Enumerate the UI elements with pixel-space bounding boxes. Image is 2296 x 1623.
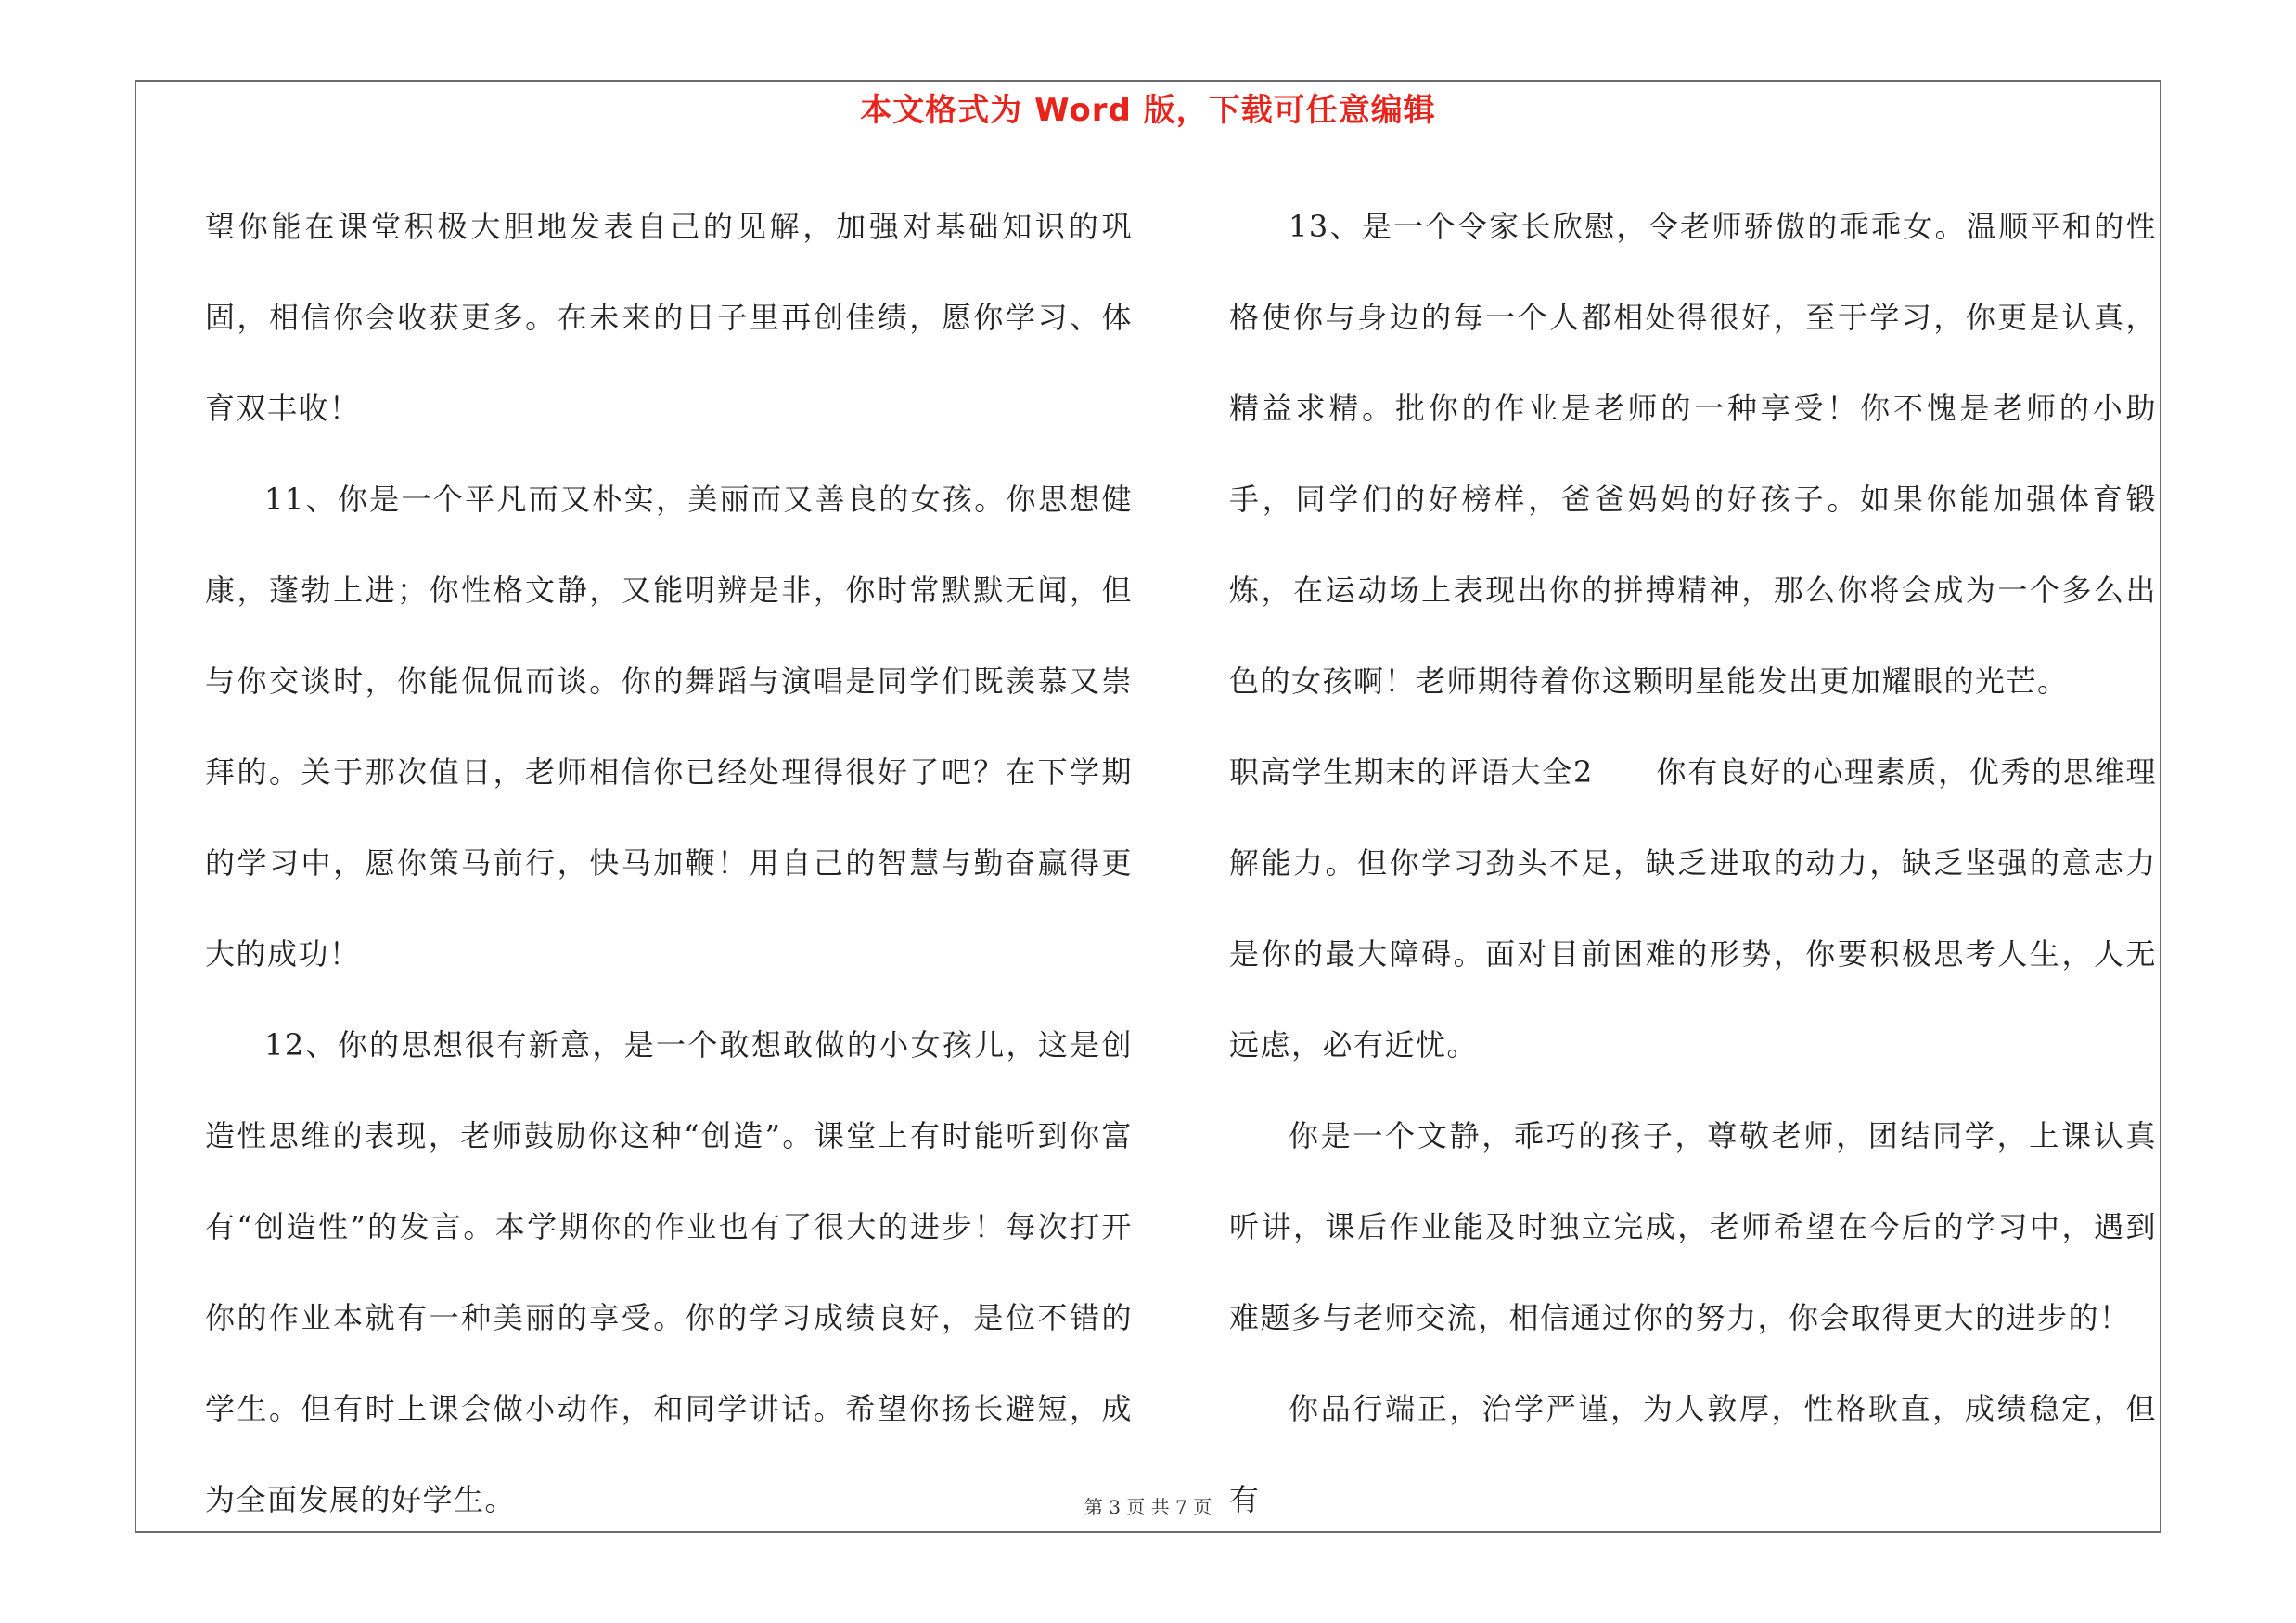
format-banner: 本文格式为 Word 版，下载可任意编辑 (860, 92, 1436, 129)
left-paragraph-2: 11、你是一个平凡而又朴实，美丽而又善良的女孩。你思想健康，蓬勃上进；你性格文静，又能明辨是非，你时常默默无闻，但与你交谈时，你能侃侃而谈。你的舞蹈与演唱是同学们既羡慕又崇拜的。关于那次值日，老师相信你已经处理得很好了吧？在下学期的学习中，愿你策马前行，快马加鞭！用自己的智慧与勤奋赢得更大的成功！ (205, 482, 1133, 972)
left-paragraph-1: 望你能在课堂积极大胆地发表自己的见解，加强对基础知识的巩固，相信你会收获更多。在未来的日子里再创佳绩，愿你学习、体育双丰收！ (205, 209, 1133, 426)
right-paragraph-4: 你品行端正，治学严谨，为人敦厚，性格耿直，成绩稳定，但有 (1229, 1391, 2157, 1517)
right-paragraph-2: 职高学生期末的评语大全2 你有良好的心理素质，优秀的思维理解能力。但你学习劲头不足，缺乏进取的动力，缺乏坚强的意志力是你的最大障碍。面对目前困难的形势，你要积极思考人生，人无远虑，必有近忧。 (1229, 754, 2157, 1063)
left-column (205, 181, 1133, 1545)
page-number: 第 3 页 共 7 页 (1084, 1496, 1212, 1518)
right-paragraph-3: 你是一个文静，乖巧的孩子，尊敬老师，团结同学，上课认真听讲，课后作业能及时独立完成，老师希望在今后的学习中，遇到难题多与老师交流，相信通过你的努力，你会取得更大的进步的！ (1229, 1118, 2157, 1335)
right-column (1229, 181, 2157, 1545)
left-paragraph-3: 12、你的思想很有新意，是一个敢想敢做的小女孩儿，这是创造性思维的表现，老师鼓励你这种“创造”。课堂上有时能听到你富有“创造性”的发言。本学期你的作业也有了很大的进步！每次打开你的作业本就有一种美丽的享受。你的学习成绩良好，是位不错的学生。但有时上课会做小动作，和同学讲话。希望你扬长避短，成为全面发展的好学生。 (205, 1027, 1133, 1517)
right-paragraph-1: 13、是一个令家长欣慰，令老师骄傲的乖乖女。温顺平和的性格使你与身边的每一个人都相处得很好，至于学习，你更是认真，精益求精。批你的作业是老师的一种享受！你不愧是老师的小助手，同学们的好榜样，爸爸妈妈的好孩子。如果你能加强体育锻炼，在运动场上表现出你的拼搏精神，那么你将会成为一个多么出色的女孩啊！老师期待着你这颗明星能发出更加耀眼的光芒。 (1229, 209, 2157, 699)
